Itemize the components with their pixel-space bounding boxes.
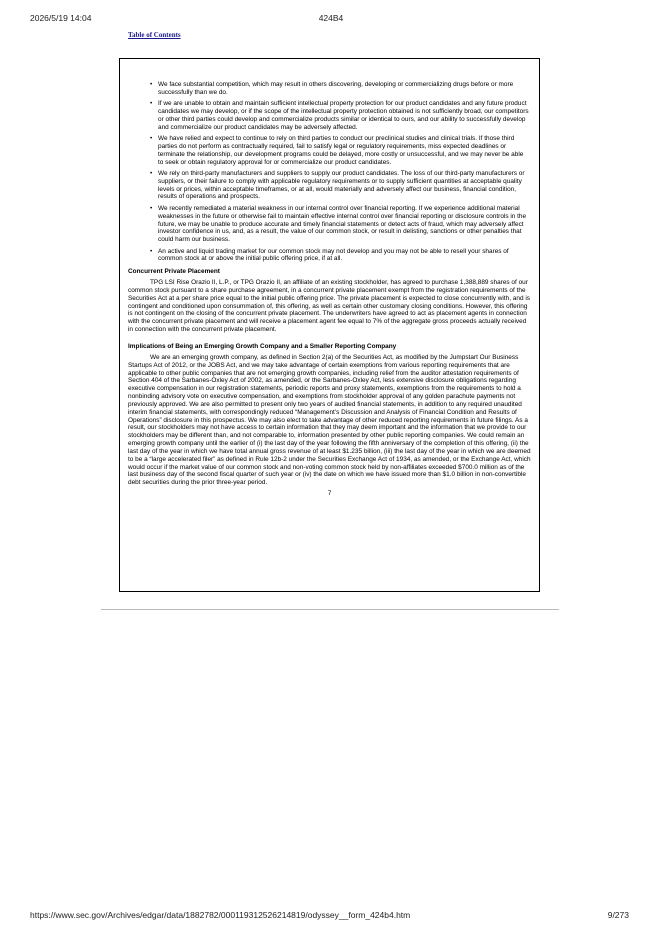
list-item: [128, 248, 531, 264]
page-number: 7: [327, 490, 332, 498]
section-heading-emerging-growth: Implications of Being an Emerging Growth Company and a Smaller Reporting Company: [128, 342, 397, 350]
bullet-icon: •: [150, 169, 153, 177]
print-datetime: 2026/5/19 14:04: [30, 13, 92, 23]
document-page: [119, 58, 540, 592]
bullet-text: We have relied and expect to continue to rely on third parties to conduct our preclinical studies and clinical trials. If those third parties do not perform as contractually required, fail to satisfy legal or regulatory requirements, miss expected deadlines or terminate the relationship, our development programs could be delayed, more costly or unsuccessful, and we may never be able to seek or obtain regulatory approval for or commercialize our product candidates.: [158, 135, 524, 166]
risk-bullet-list: [128, 81, 531, 263]
list-item: [128, 100, 531, 131]
paragraph-emerging-growth: We are an emerging growth company, as defined in Section 2(a) of the Securities Act, as modified by the Jumpstart Our Business Startups Act of 2012, or the JOBS Act, and we may take advantage of certain exemptions from various reporting requirements that are applicable to other public companies that are not emerging growth companies, including relief from the auditor attestation requirements of Section 404 of the Sarbanes-Oxley Act of 2002, as amended, or the Sarbanes-Oxley Act, less extensive disclosure obligations regarding executive compensation in our registration statements, periodic reports and proxy statements, exemptions from the requirements to hold a nonbinding advisory vote on executive compensation, and exemptions from stockholder approval of any golden parachute payments not previously approved. We are also permitted to present only two years of audited financial statements, in addition to any required unaudited interim financial statements, with correspondingly reduced “Management’s Discussion and Analysis of Financial Condition and Results of Operations” disclosure in this prospectus. We may also elect to take advantage of other reduced reporting requirements in future filings. As a result, our stockholders may not have access to certain information that they may deem important and the information that we provide to our stockholders may be different than, and not comparable to, information presented by other public reporting companies. We could remain an emerging growth company until the earlier of (i) the last day of the year following the fifth anniversary of the completion of this offering, (ii) the last day of the year in which we have total annual gross revenue of at least $1.235 billion, (iii) the last day of the year in which we are deemed to be a “large accelerated filer” as defined in Rule 12b-2 under the Securities Exchange Act of 1934, as amended, or the Exchange Act, which would occur if the market value of our common stock and non-voting common stock held by non-affiliates exceeded $700.0 million as of the last business day of the second fiscal quarter of such year or (iv) the date on which we have issued more than $1.0 billion in non-convertible debt securities during the prior three-year period.: [128, 353, 531, 487]
bullet-icon: •: [150, 247, 153, 255]
table-of-contents-link[interactable]: Table of Contents: [128, 31, 181, 39]
page-divider: [101, 609, 559, 610]
bullet-icon: •: [150, 81, 153, 88]
bullet-text: If we are unable to obtain and maintain sufficient intellectual property protection for our product candidates and any future product candidates we may develop, or if the scope of the intellectual property protection obtained is not sufficiently broad, our competitors or other third parties could develop and commercialize products similar or identical to ours, and our ability to successfully develop and commercialize our product candidates may be adversely affected.: [158, 100, 529, 131]
bullet-text: We recently remediated a material weakness in our internal control over financial reporting. If we experience additional material weaknesses in the future or otherwise fail to maintain effective internal control over financial reporting or disclosure controls in the future, we may be unable to produce accurate and timely financial statements or detect acts of fraud, which may adversely affect investor confidence in us, and, as a result, the value of our common stock, or result in delisting, sanctions or other penalties that could harm our business.: [158, 204, 527, 244]
bullet-icon: •: [150, 204, 153, 212]
print-doc-title: 424B4: [318, 13, 344, 23]
section-heading-private-placement: Concurrent Private Placement: [128, 268, 220, 276]
list-item: [128, 81, 531, 97]
print-page-count: 9/273: [607, 910, 629, 920]
list-item: [128, 205, 531, 244]
paragraph-private-placement: TPG LSI Rise Orazio II, L.P., or TPG Orazio II, an affiliate of an existing stockholder, has agreed to purchase 1,388,889 shares of our common stock pursuant to a share purchase agreement, in a concurrent private placement exempt from the registration requirements of the Securities Act at a per share price equal to the initial public offering price. The private placement is expected to close concurrently with, and is contingent and conditioned upon consummation of, this offering, as well as certain other customary closing conditions. However, this offering is not contingent on the closing of the concurrent private placement. The underwriters have agreed to act as placement agents in connection with the concurrent private placement and will receive a placement agent fee equal to 7% of the aggregate gross proceeds actually received in connection with the concurrent private placement.: [128, 279, 530, 334]
list-item: [128, 135, 531, 166]
bullet-text: An active and liquid trading market for our common stock may not develop and you may not be able to resell your shares of common stock at or above the initial public offering price, if at all.: [158, 247, 509, 263]
print-url: https://www.sec.gov/Archives/edgar/data/1882782/000119312526214819/odyssey__form_424b4.htm: [30, 910, 411, 920]
list-item: [128, 170, 531, 201]
bullet-text: We face substantial competition, which may result in others discovering, developing or commercializing drugs before or more successfully than we do.: [158, 81, 514, 96]
bullet-icon: •: [150, 135, 153, 143]
bullet-text: We rely on third-party manufacturers and suppliers to supply our product candidates. The loss of our third-party manufacturers or suppliers, or their failure to comply with applicable regulatory requirements or to supply sufficient quantities at acceptable quality levels or prices, within acceptable timeframes, or at all, would materially and adversely affect our business, financial condition, results of operations and prospects.: [158, 169, 525, 201]
bullet-icon: •: [150, 100, 153, 108]
